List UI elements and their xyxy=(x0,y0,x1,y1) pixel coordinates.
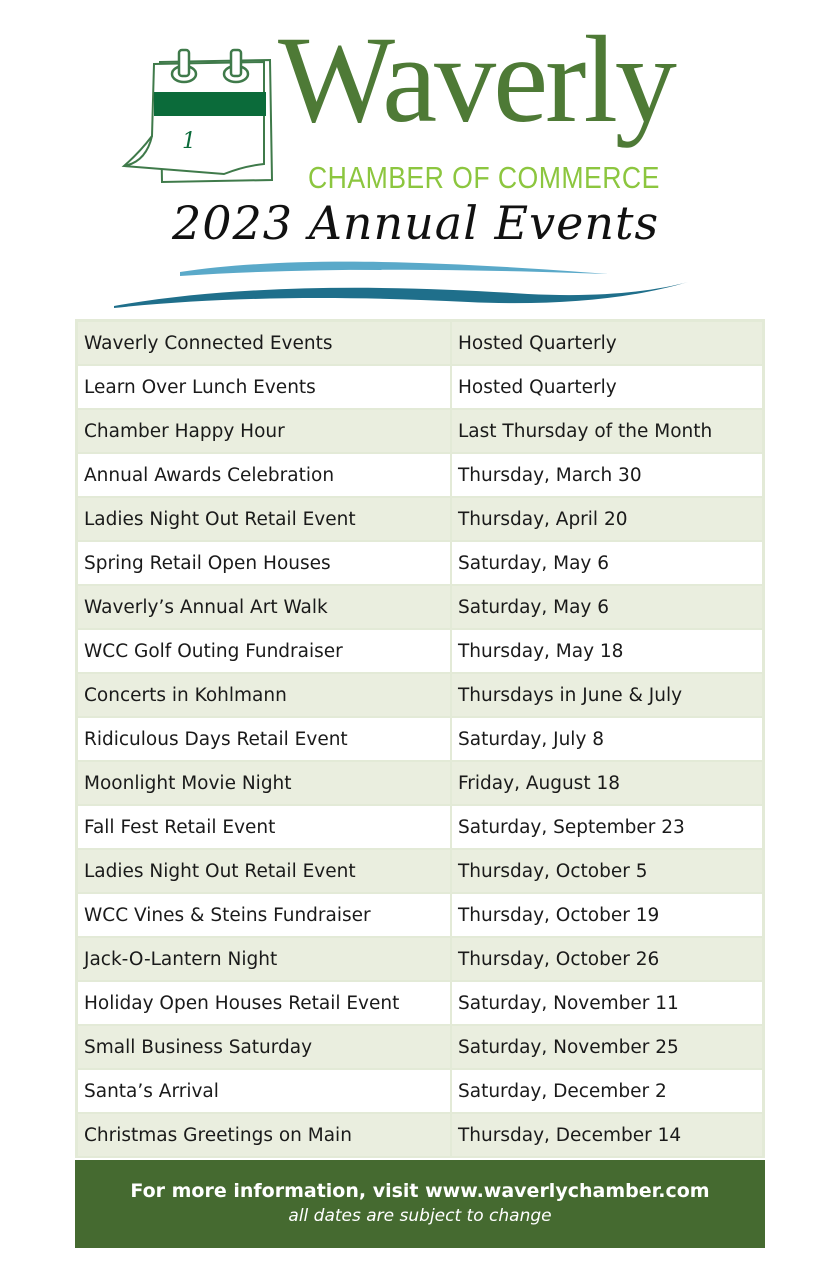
wave-decoration xyxy=(108,256,698,316)
table-row xyxy=(78,850,762,894)
event-date: Thursday, May 18 xyxy=(458,640,624,662)
table-row xyxy=(78,1070,762,1114)
event-name: Ridiculous Days Retail Event xyxy=(78,718,452,760)
header xyxy=(0,0,825,320)
event-date: Saturday, September 23 xyxy=(458,816,685,838)
event-name: Small Business Saturday xyxy=(78,1026,452,1068)
events-table xyxy=(75,319,765,1158)
event-name: Ladies Night Out Retail Event xyxy=(78,850,452,892)
event-date: Saturday, November 11 xyxy=(458,992,679,1014)
table-row xyxy=(78,938,762,982)
event-date: Saturday, July 8 xyxy=(458,728,605,750)
table-row xyxy=(78,586,762,630)
event-name: Fall Fest Retail Event xyxy=(78,806,452,848)
event-name: Learn Over Lunch Events xyxy=(78,366,452,408)
table-row xyxy=(78,322,762,366)
event-date: Thursday, March 30 xyxy=(458,464,642,486)
event-date: Saturday, May 6 xyxy=(458,596,610,618)
event-date: Saturday, May 6 xyxy=(458,552,610,574)
event-name: Holiday Open Houses Retail Event xyxy=(78,982,452,1024)
footer-banner xyxy=(75,1160,765,1248)
table-row xyxy=(78,410,762,454)
event-date: Thursday, October 19 xyxy=(458,904,660,926)
brand-subtitle: CHAMBER OF COMMERCE xyxy=(308,160,660,195)
event-date: Saturday, November 25 xyxy=(458,1036,679,1058)
event-date: Thursdays in June & July xyxy=(458,684,683,706)
event-name: Ladies Night Out Retail Event xyxy=(78,498,452,540)
event-date: Last Thursday of the Month xyxy=(458,420,713,442)
event-name: Waverly Connected Events xyxy=(78,322,452,364)
calendar-day: 1 xyxy=(182,129,196,154)
event-name: Spring Retail Open Houses xyxy=(78,542,452,584)
table-row xyxy=(78,1026,762,1070)
table-row xyxy=(78,762,762,806)
event-name: WCC Golf Outing Fundraiser xyxy=(78,630,452,672)
event-name: WCC Vines & Steins Fundraiser xyxy=(78,894,452,936)
event-date: Thursday, December 14 xyxy=(458,1124,682,1146)
table-row xyxy=(78,1114,762,1158)
event-date: Thursday, October 5 xyxy=(458,860,648,882)
table-row xyxy=(78,498,762,542)
brand-name: Waverly xyxy=(278,11,674,148)
event-name: Christmas Greetings on Main xyxy=(78,1114,452,1156)
event-date: Friday, August 18 xyxy=(458,772,620,794)
footer-note: all dates are subject to change xyxy=(288,1206,552,1226)
footer-info-link[interactable]: For more information, visit www.waverlychamber.com xyxy=(130,1180,710,1202)
event-date: Thursday, April 20 xyxy=(458,508,628,530)
event-name: Concerts in Kohlmann xyxy=(78,674,452,716)
event-date: Saturday, December 2 xyxy=(458,1080,667,1102)
table-row xyxy=(78,542,762,586)
table-row xyxy=(78,366,762,410)
table-row xyxy=(78,454,762,498)
table-row xyxy=(78,982,762,1026)
event-date: Thursday, October 26 xyxy=(458,948,660,970)
table-row xyxy=(78,806,762,850)
page-title: 2023 Annual Events xyxy=(172,196,660,250)
event-date: Hosted Quarterly xyxy=(458,376,617,398)
event-name: Annual Awards Celebration xyxy=(78,454,452,496)
table-row xyxy=(78,718,762,762)
table-row xyxy=(78,674,762,718)
event-name: Moonlight Movie Night xyxy=(78,762,452,804)
table-row xyxy=(78,630,762,674)
event-name: Santa’s Arrival xyxy=(78,1070,452,1112)
event-name: Waverly’s Annual Art Walk xyxy=(78,586,452,628)
table-row xyxy=(78,894,762,938)
calendar-icon xyxy=(112,44,282,184)
event-name: Chamber Happy Hour xyxy=(78,410,452,452)
event-date: Hosted Quarterly xyxy=(458,332,617,354)
event-name: Jack-O-Lantern Night xyxy=(78,938,452,980)
